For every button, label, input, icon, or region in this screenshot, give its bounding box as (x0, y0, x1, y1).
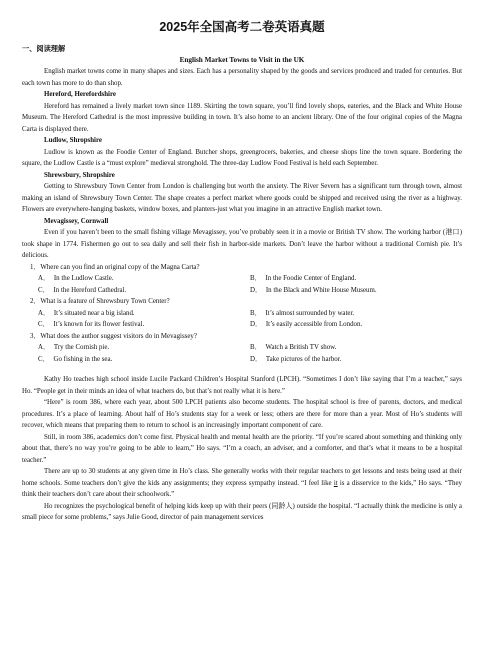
question-2-options-row-2 (22, 319, 462, 331)
question-1-option-d[interactable] (250, 285, 462, 297)
question-1-option-b[interactable] (250, 273, 462, 285)
paragraph-4-text-before: There are up to 30 students at any given time in Ho’s class. She generally works with their regular teachers to get lessons and tests being used at their home schools. Some teachers don’t give the kids any assignments; they express sympathy instead. “I feel like (22, 468, 462, 487)
question-1-options-row-1 (22, 273, 462, 285)
passage-b-paragraph-4 (22, 466, 462, 501)
town-heading-mevagissey: Mevagissey, Cornwall (44, 217, 109, 225)
option-text: In the Black and White House Museum. (265, 286, 377, 294)
question-1-option-a[interactable] (38, 273, 250, 285)
section-heading-reading: 一、阅读理解 (22, 44, 66, 53)
town-text-mevagissey: Even if you haven’t been to the small fishing village Mevagissey, you’ve probably seen it in a movie or British TV show. The working harbor (港口) took shape in 1774. Fishermen go out to sea daily and sell their fish in harbor-side markets. Don’t leave the harbor without a traditional Cornish pie. It’s delicious. (22, 229, 462, 259)
passage-b-paragraph-5: Ho recognizes the psychological benefit of helping kids keep up with their peers (同龄人) outside the hospital. “I actually think the medicine is only a small piece for some problems,” says Julie Good, director of pain management services (22, 502, 462, 521)
option-text: It’s known for its flower festival. (53, 321, 145, 328)
question-2-option-d[interactable] (250, 319, 462, 331)
town-text-hereford: Hereford has remained a lively market town since 1189. Skirting the town square, you’ll find lovely shops, eateries, and the Black and White House Museum. The Hereford Cathedral is the most impressive building in town. It’s also home to an ancient library. One of the four original copies of the Magna Carta is displayed there. (22, 102, 462, 133)
passage-b-paragraph-1: Kathy Ho teaches high school inside Lucile Packard Children’s Hospital Stanford (LPCH). “Sometimes I don’t like saying that I’m a teacher,” says Ho. “People get in their minds an idea of what teachers do, but that’s not really what it is here.” (22, 376, 462, 395)
town-heading-hereford: Hereford, Herefordshire (44, 91, 116, 98)
passage-a-title: English Market Towns to Visit in the UK (179, 56, 305, 64)
option-letter: C． (38, 321, 50, 328)
question-2-stem: 2．What is a feature of Shrewsbury Town Center? (30, 298, 170, 305)
question-1-option-c[interactable] (38, 285, 250, 297)
option-text: In the Foodie Center of England. (265, 275, 357, 282)
underlined-word-it: it (333, 479, 338, 487)
question-1-stem: 1．Where can you find an original copy of the Magna Carta? (30, 263, 200, 271)
question-2-options-row-1 (22, 308, 462, 320)
town-heading-shrewsbury: Shrewsbury, Shropshire (44, 171, 115, 179)
question-3-option-d[interactable] (250, 354, 462, 366)
option-letter: A． (38, 309, 50, 317)
option-text: It’s easily accessible from London. (265, 321, 363, 328)
page-title: 2025年全国高考二卷英语真题 (159, 20, 325, 34)
question-3-options-row-2 (22, 354, 462, 366)
town-text-shrewsbury: Getting to Shrewsbury Town Center from London is challenging but worth the anxiety. The River Severn has a significant turn through town, almost making an island of Shrewsbury Town Center. The shape creates a perfect market where goods could be shipped and received using the river as a highway. Flowers are everywhere-hanging baskets, window boxes, and planters-just what you imagine in an attractive English market town. (22, 183, 462, 213)
question-3-option-a[interactable] (38, 342, 250, 354)
option-text: It’s situated near a big island. (53, 309, 135, 317)
option-letter: C． (38, 286, 50, 294)
option-letter: D． (250, 321, 262, 328)
option-letter: B． (250, 309, 262, 317)
paragraph-4-text-after: is a disservice to the kids,” Ho says. “They think their teachers don’t care about their schoolwork.” (22, 479, 462, 498)
passage-b-paragraph-3: Still, in room 386, academics don’t come first. Physical health and mental health are the priority. “If you’re scared about something and thinking only about that, there’s no way you’re going to be able to learn,” Ho says. “I’m a coach, an adviser, and a comforter, and that’s what it means to be a hospital teacher.” (22, 433, 462, 464)
option-letter: C． (38, 355, 50, 363)
question-2-option-c[interactable] (38, 319, 250, 331)
option-letter: B． (250, 275, 262, 282)
question-1-options-row-2 (22, 285, 462, 297)
option-letter: D． (250, 286, 262, 294)
question-3-options-row-1 (22, 342, 462, 354)
town-text-ludlow: Ludlow is known as the Foodie Center of England. Butcher shops, greengrocers, bakeries, and cheese shops line the town square. Bordering the square, the Ludlow Castle is a “must explore” medieval stronghold. The three-day Ludlow Food Festival is held each September. (22, 148, 462, 167)
passage-b-paragraph-2: “Here” is room 386, where each year, about 500 LPCH patients also become students. The hospital school is free of parents, doctors, and medical procedures. It’s a place of learning. About half of Ho’s students stay for a week or less; others are there for more than a year. Most of Ho’s students will recover, which means that preparing them to return to school is an increasingly important component of care. (22, 399, 462, 429)
question-2-option-a[interactable] (38, 308, 250, 320)
question-3-option-b[interactable] (250, 342, 462, 354)
option-text: Try the Cornish pie. (53, 344, 110, 351)
option-letter: A． (38, 275, 50, 282)
option-text: Take pictures of the harbor. (265, 355, 342, 363)
question-3-option-c[interactable] (38, 354, 250, 366)
option-letter: A． (38, 344, 50, 351)
passage-separator (22, 365, 462, 374)
option-text: Watch a British TV show. (265, 344, 337, 351)
question-2-option-b[interactable] (250, 308, 462, 320)
question-3-stem: 3．What does the author suggest visitors do in Mevagissey? (30, 332, 197, 340)
option-text: In the Ludlow Castle. (53, 275, 114, 282)
option-letter: D． (250, 355, 262, 363)
option-text: In the Hereford Cathedral. (53, 286, 127, 294)
passage-a-intro: English market towns come in many shapes and sizes. Each has a personality shaped by the goods and services produced and traded for centuries. But each town has more to do than shop. (22, 68, 462, 87)
option-text: It’s almost surrounded by water. (265, 309, 355, 317)
option-text: Go fishing in the sea. (53, 355, 113, 363)
option-letter: B． (250, 344, 262, 351)
town-heading-ludlow: Ludlow, Shropshire (44, 137, 102, 144)
